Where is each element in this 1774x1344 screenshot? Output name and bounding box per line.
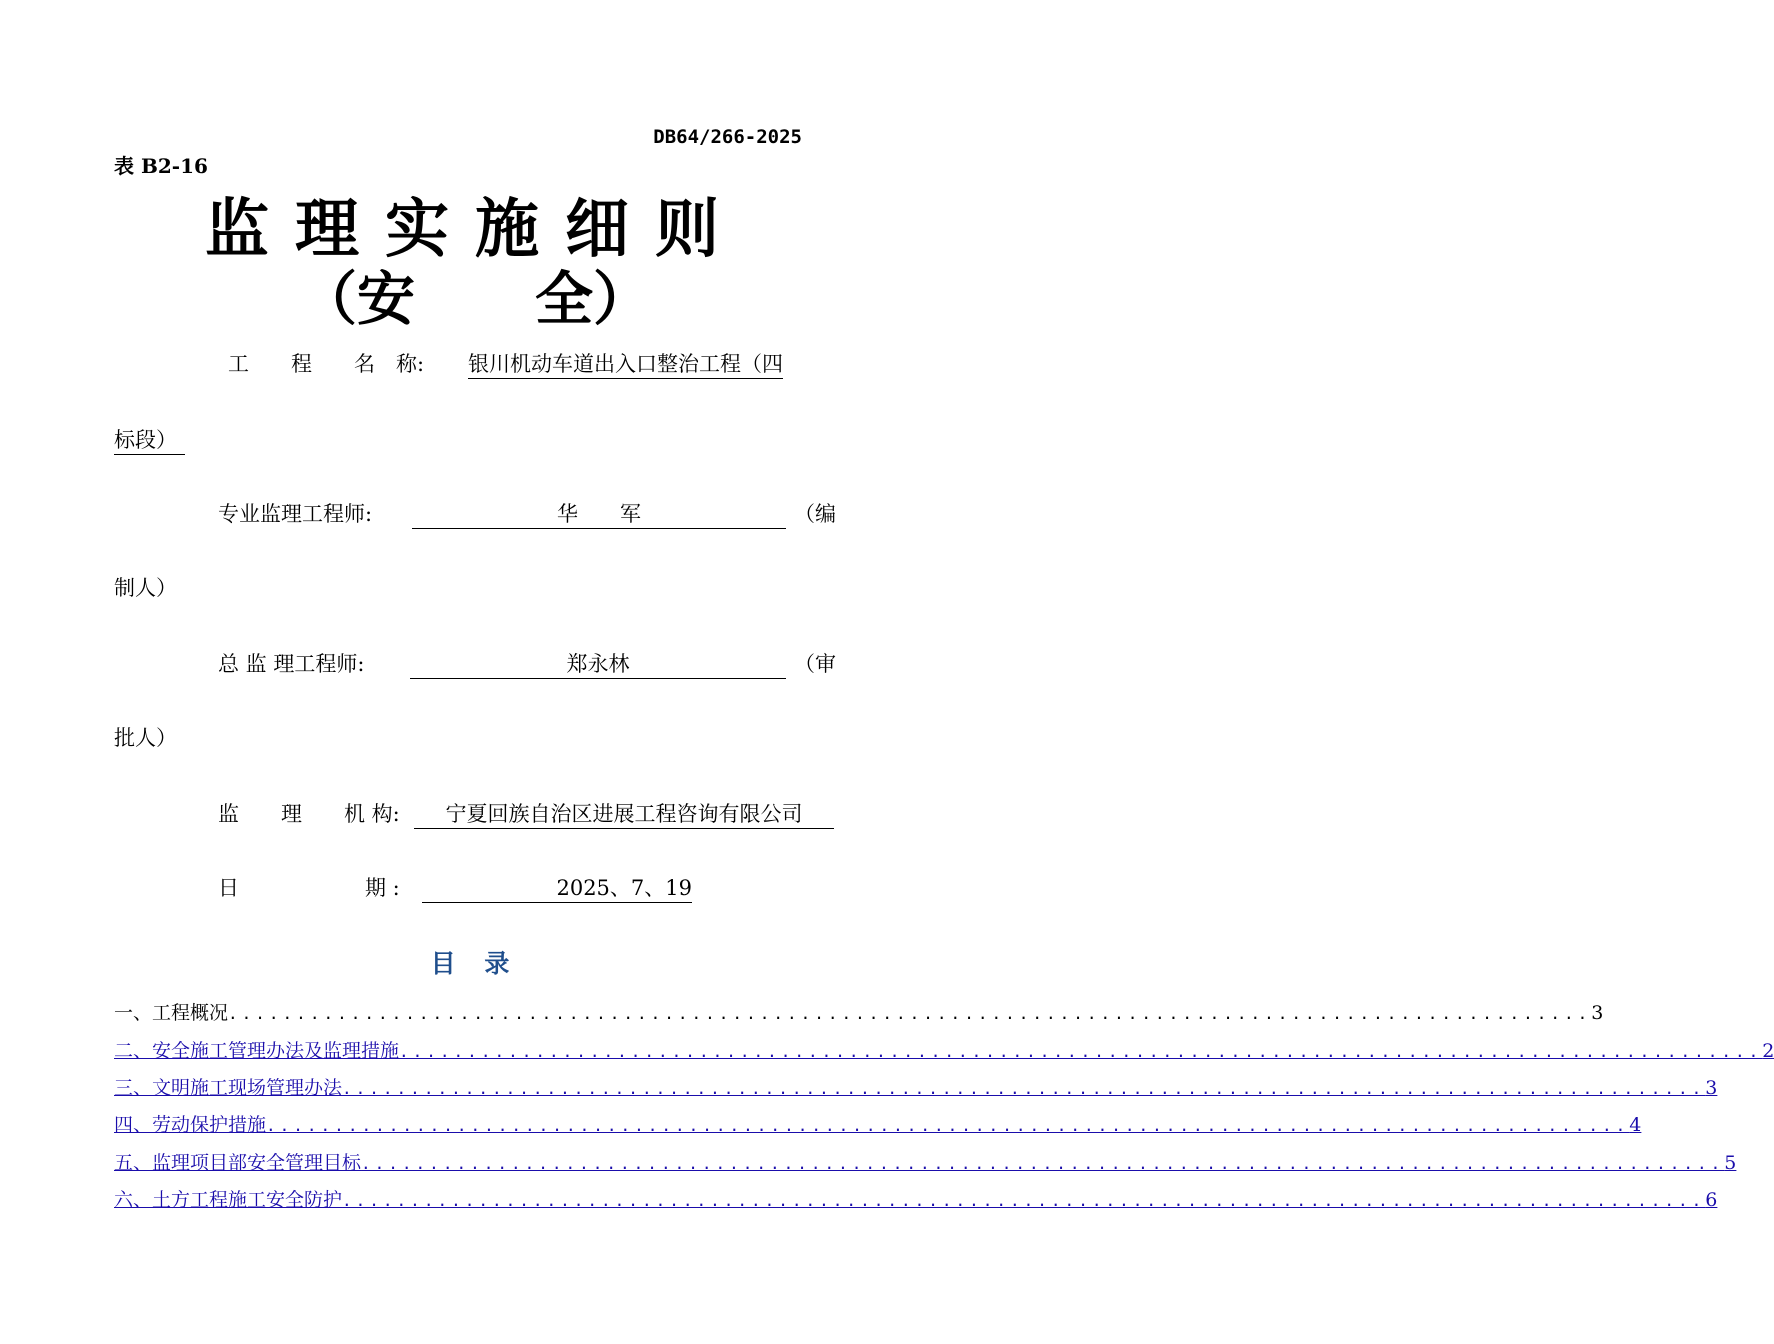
engineer-note-cont: 制人）: [114, 576, 177, 600]
toc-item-text: 一、工程概况: [114, 1002, 229, 1024]
chief-engineer-note-cont: 批人）: [114, 726, 177, 750]
engineer-note: （编: [794, 502, 836, 526]
toc-item-text: 二、安全施工管理办法及监理措施: [114, 1040, 400, 1062]
subtitle-part-1: （安: [298, 265, 415, 333]
toc-item-page: 2: [1762, 1040, 1774, 1062]
organization-value: 宁夏回族自治区进展工程咨询有限公司: [414, 798, 834, 829]
toc-item-2[interactable]: 二、安全施工管理办法及监理措施 .................................................................................................... 2: [114, 1036, 836, 1063]
project-name-line1: 银川机动车道出入口整治工程（四: [468, 348, 783, 379]
subtitle-part-2: 全）: [535, 265, 652, 333]
engineer-label: 专业监理工程师:: [218, 502, 373, 526]
project-name-value: [468, 348, 783, 379]
toc-item-text: 六、土方工程施工安全防护: [114, 1189, 343, 1211]
form-number: 表 B2-16: [114, 154, 208, 178]
toc-item-text: 三、文明施工现场管理办法: [114, 1077, 343, 1099]
date-value: 2025、7、19: [422, 872, 692, 903]
toc-item-page: 3: [1705, 1077, 1718, 1099]
project-name-label: 工 程 名 称:: [228, 352, 425, 376]
document-title: 监理实施细则: [205, 193, 745, 267]
standard-number: DB64/266-2025: [653, 126, 802, 148]
toc-item-5[interactable]: 五、监理项目部安全管理目标 .................................................................................................... 5: [114, 1148, 836, 1175]
project-name-line2: 标段）: [114, 424, 185, 455]
toc-item-6[interactable]: 六、土方工程施工安全防护 .................................................................................................... 6: [114, 1185, 836, 1212]
toc-item-text: 五、监理项目部安全管理目标: [114, 1152, 362, 1174]
toc-item-4[interactable]: 四、劳动保护措施 .................................................................................................... 4: [114, 1110, 836, 1137]
toc-item-page: 6: [1705, 1189, 1718, 1211]
toc-item-text: 四、劳动保护措施: [114, 1114, 267, 1136]
toc-item-1[interactable]: 一、工程概况 .................................................................................................... 3: [114, 998, 836, 1025]
chief-engineer-value: 郑永林: [410, 648, 786, 679]
toc-item-3[interactable]: 三、文明施工现场管理办法 .................................................................................................... 3: [114, 1073, 836, 1100]
toc-item-page: 3: [1591, 1002, 1604, 1024]
document-subtitle: [0, 252, 950, 336]
toc-item-page: 5: [1724, 1152, 1737, 1174]
project-name-value-cont: [114, 424, 185, 455]
engineer-value: 华 军: [412, 498, 786, 529]
organization-label: 监 理 机 构:: [218, 802, 400, 826]
date-label: 日 期 :: [218, 876, 400, 900]
chief-engineer-note: （审: [794, 652, 836, 676]
toc-title: 目 录: [430, 949, 520, 978]
chief-engineer-label: 总 监 理工程师:: [218, 652, 365, 676]
toc-item-page: 4: [1629, 1114, 1642, 1136]
